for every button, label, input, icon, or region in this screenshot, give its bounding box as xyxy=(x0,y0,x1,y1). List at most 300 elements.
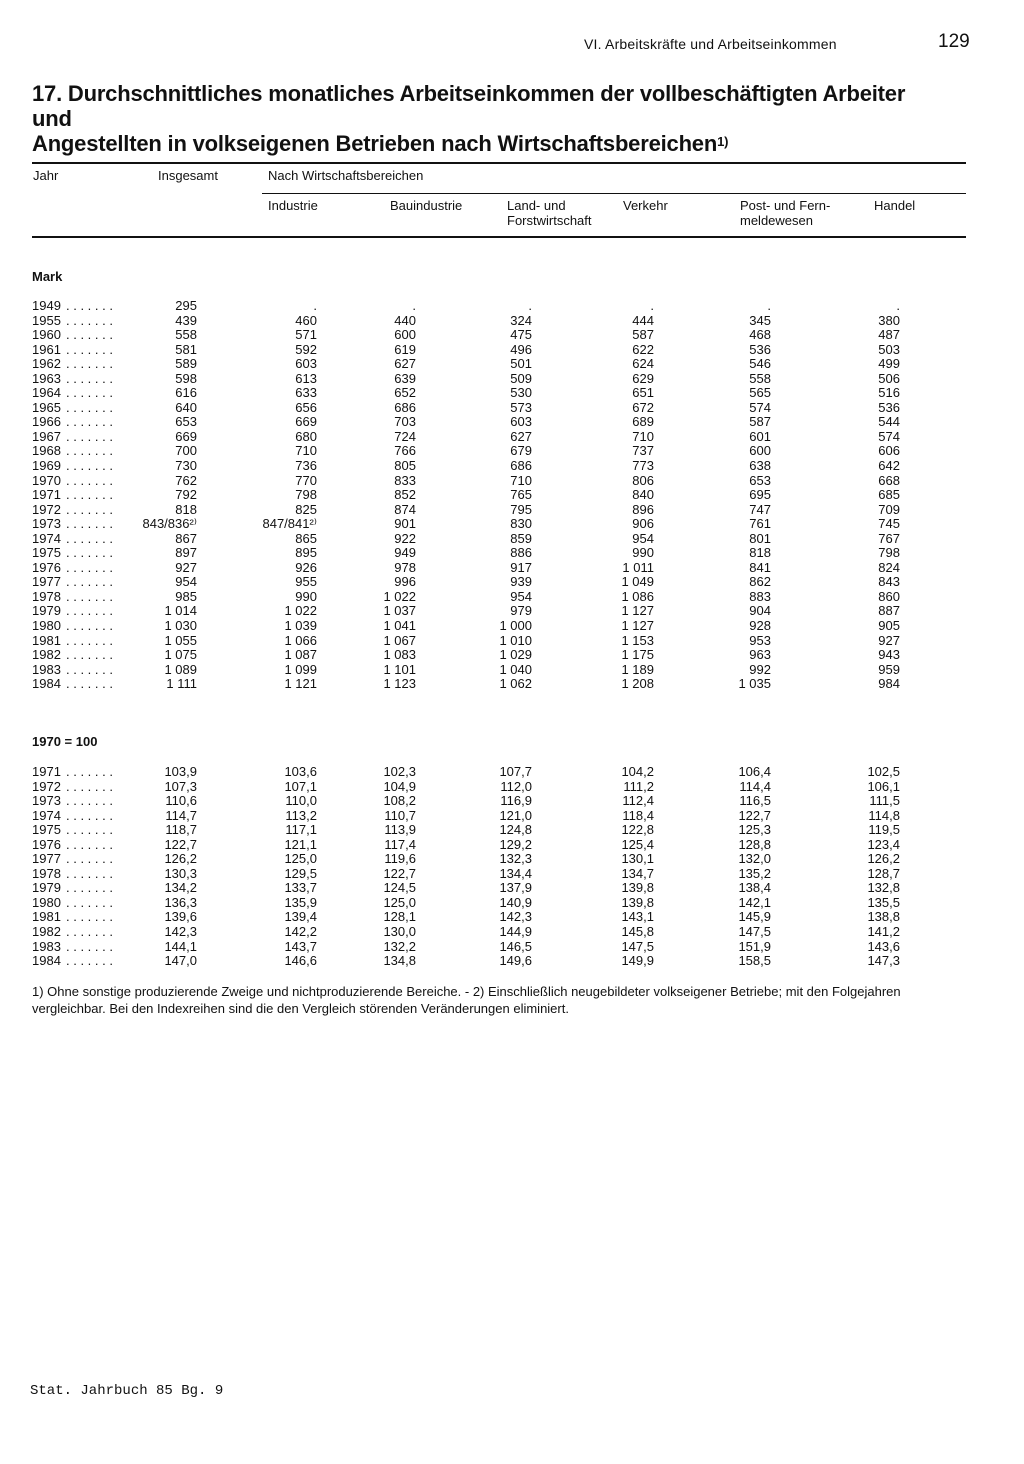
cell-bauindustrie: 1 067 xyxy=(383,632,416,648)
cell-verkehr: 125,4 xyxy=(621,836,654,852)
leader-dots: . . . . . . . xyxy=(66,924,113,940)
cell-bauindustrie: 102,3 xyxy=(383,764,416,779)
cell-land-forst: 979 xyxy=(510,603,532,619)
cell-land-forst: 121,0 xyxy=(499,807,532,823)
table-row xyxy=(32,328,912,343)
cell-industrie: 770 xyxy=(295,472,317,488)
cell-verkehr: 1 086 xyxy=(621,588,654,604)
cell-post: 904 xyxy=(749,603,771,619)
year-cell: 1980 xyxy=(32,894,61,910)
section-label-mark: Mark xyxy=(32,269,63,284)
cell-bauindustrie: 627 xyxy=(394,356,416,372)
leader-dots: . . . . . . . xyxy=(66,458,113,474)
cell-industrie: 1 066 xyxy=(284,632,317,648)
cell-handel: 843 xyxy=(878,574,900,590)
cell-handel: 887 xyxy=(878,603,900,619)
table-row xyxy=(32,852,912,867)
cell-industrie: 825 xyxy=(295,501,317,517)
cell-verkehr: 112,4 xyxy=(622,793,654,809)
cell-post: 862 xyxy=(749,574,771,590)
cell-insgesamt: 1 089 xyxy=(164,661,197,677)
cell-insgesamt: 136,3 xyxy=(164,894,197,910)
table-row xyxy=(32,343,912,358)
cell-handel: . xyxy=(896,298,900,313)
cell-industrie: 895 xyxy=(295,545,317,561)
year-cell: 1978 xyxy=(32,588,61,604)
table-row xyxy=(32,604,912,619)
cell-verkehr: 689 xyxy=(632,414,654,430)
cell-insgesamt: 118,7 xyxy=(165,822,197,838)
cell-insgesamt: 762 xyxy=(175,472,197,488)
cell-land-forst: 134,4 xyxy=(499,865,532,881)
cell-post: 468 xyxy=(749,327,771,343)
cell-verkehr: 906 xyxy=(632,516,654,532)
cell-industrie: 571 xyxy=(295,327,317,343)
group-rule xyxy=(262,193,966,194)
table-row xyxy=(32,314,912,329)
table-row xyxy=(32,561,912,576)
cell-bauindustrie: 124,5 xyxy=(383,880,416,896)
footnotes xyxy=(32,983,972,1017)
cell-bauindustrie: 852 xyxy=(394,487,416,503)
cell-industrie: 633 xyxy=(295,385,317,401)
cell-insgesamt: 653 xyxy=(175,414,197,430)
table-title xyxy=(32,81,932,156)
cell-bauindustrie: 1 123 xyxy=(383,676,416,692)
cell-industrie: 143,7 xyxy=(284,938,317,954)
leader-dots: . . . . . . . xyxy=(66,341,113,357)
cell-industrie: 103,6 xyxy=(284,764,317,779)
cell-handel: 642 xyxy=(878,458,900,474)
table-row xyxy=(32,590,912,605)
leader-dots: . . . . . . . xyxy=(66,399,113,415)
cell-handel: 824 xyxy=(878,559,900,575)
cell-post: . xyxy=(767,298,771,313)
cell-industrie: 117,1 xyxy=(285,822,317,838)
cell-verkehr: 990 xyxy=(632,545,654,561)
cell-handel: 138,8 xyxy=(867,909,900,925)
col-header-land xyxy=(507,198,592,228)
leader-dots: . . . . . . . xyxy=(66,953,113,969)
cell-handel: 860 xyxy=(878,588,900,604)
cell-post: 761 xyxy=(749,516,771,532)
cell-land-forst: 710 xyxy=(510,472,532,488)
year-cell: 1967 xyxy=(32,428,61,444)
table-row xyxy=(32,532,912,547)
header-bottom-rule xyxy=(32,236,966,238)
cell-insgesamt: 122,7 xyxy=(164,836,197,852)
leader-dots: . . . . . . . xyxy=(66,545,113,561)
cell-bauindustrie: 724 xyxy=(394,428,416,444)
cell-verkehr: 954 xyxy=(632,530,654,546)
cell-verkehr: 118,4 xyxy=(622,807,654,823)
cell-industrie: 1 087 xyxy=(284,647,317,663)
cell-bauindustrie: 1 022 xyxy=(383,588,416,604)
cell-post: 132,0 xyxy=(738,851,771,867)
cell-post: 142,1 xyxy=(738,894,771,910)
cell-land-forst: 140,9 xyxy=(499,894,532,910)
table-row xyxy=(32,954,912,969)
year-cell: 1968 xyxy=(32,443,61,459)
cell-verkehr: 624 xyxy=(632,356,654,372)
col-header-jahr: Jahr xyxy=(33,168,59,183)
cell-post: 695 xyxy=(749,487,771,503)
col-header-post-line2: meldewesen xyxy=(740,213,813,228)
cell-handel: 114,8 xyxy=(868,807,900,823)
table-row xyxy=(32,867,912,882)
cell-bauindustrie: 110,7 xyxy=(384,807,416,823)
year-cell: 1973 xyxy=(32,516,61,532)
cell-handel: 102,5 xyxy=(867,764,900,779)
leader-dots: . . . . . . . xyxy=(66,298,113,313)
cell-industrie: 1 099 xyxy=(284,661,317,677)
year-cell: 1970 xyxy=(32,472,61,488)
cell-post: 565 xyxy=(749,385,771,401)
cell-insgesamt: 439 xyxy=(175,312,197,328)
cell-land-forst: 137,9 xyxy=(499,880,532,896)
cell-bauindustrie: 639 xyxy=(394,370,416,386)
leader-dots: . . . . . . . xyxy=(66,894,113,910)
cell-post: 638 xyxy=(749,458,771,474)
cell-land-forst: 939 xyxy=(510,574,532,590)
cell-land-forst: 509 xyxy=(510,370,532,386)
cell-industrie: 603 xyxy=(295,356,317,372)
cell-verkehr: 130,1 xyxy=(621,851,654,867)
cell-verkehr: 1 049 xyxy=(621,574,654,590)
cell-verkehr: 587 xyxy=(632,327,654,343)
cell-post: 135,2 xyxy=(738,865,771,881)
year-cell: 1982 xyxy=(32,647,61,663)
cell-handel: 606 xyxy=(878,443,900,459)
year-cell: 1982 xyxy=(32,924,61,940)
cell-handel: 147,3 xyxy=(867,953,900,969)
leader-dots: . . . . . . . xyxy=(66,574,113,590)
cell-post: 928 xyxy=(749,618,771,634)
cell-industrie: 135,9 xyxy=(284,894,317,910)
table-row xyxy=(32,444,912,459)
cell-industrie: 680 xyxy=(295,428,317,444)
cell-industrie: 847/841²⁾ xyxy=(262,516,317,532)
leader-dots: . . . . . . . xyxy=(66,938,113,954)
leader-dots: . . . . . . . xyxy=(66,807,113,823)
cell-handel: 128,7 xyxy=(867,865,900,881)
leader-dots: . . . . . . . xyxy=(66,530,113,546)
cell-industrie: 736 xyxy=(295,458,317,474)
cell-post: 122,7 xyxy=(738,807,771,823)
cell-insgesamt: 581 xyxy=(175,341,197,357)
cell-land-forst: 146,5 xyxy=(499,938,532,954)
cell-bauindustrie: 619 xyxy=(394,341,416,357)
cell-land-forst: 475 xyxy=(510,327,532,343)
leader-dots: . . . . . . . xyxy=(66,603,113,619)
leader-dots: . . . . . . . xyxy=(66,472,113,488)
cell-industrie: 669 xyxy=(295,414,317,430)
cell-post: 1 035 xyxy=(738,676,771,692)
cell-land-forst: 149,6 xyxy=(499,953,532,969)
cell-bauindustrie: 833 xyxy=(394,472,416,488)
cell-post: 536 xyxy=(749,341,771,357)
table-row xyxy=(32,809,912,824)
cell-verkehr: 1 011 xyxy=(622,559,654,575)
cell-insgesamt: 792 xyxy=(175,487,197,503)
leader-dots: . . . . . . . xyxy=(66,880,113,896)
cell-insgesamt: 818 xyxy=(175,501,197,517)
cell-handel: 798 xyxy=(878,545,900,561)
leader-dots: . . . . . . . xyxy=(66,385,113,401)
table-row xyxy=(32,401,912,416)
cell-post: 345 xyxy=(749,312,771,328)
cell-land-forst: 765 xyxy=(510,487,532,503)
cell-handel: 574 xyxy=(878,428,900,444)
top-rule xyxy=(32,162,966,164)
leader-dots: . . . . . . . xyxy=(66,793,113,809)
cell-insgesamt: 1 055 xyxy=(164,632,197,648)
cell-verkehr: 672 xyxy=(632,399,654,415)
cell-verkehr: 737 xyxy=(632,443,654,459)
leader-dots: . . . . . . . xyxy=(66,661,113,677)
cell-industrie: 142,2 xyxy=(284,924,317,940)
cell-verkehr: 1 175 xyxy=(621,647,654,663)
cell-handel: 544 xyxy=(878,414,900,430)
cell-industrie: 110,0 xyxy=(285,793,317,809)
cell-bauindustrie: 874 xyxy=(394,501,416,517)
cell-industrie: 1 121 xyxy=(284,676,317,692)
table-row xyxy=(32,575,912,590)
cell-handel: 709 xyxy=(878,501,900,517)
cell-post: 574 xyxy=(749,399,771,415)
cell-bauindustrie: 134,8 xyxy=(383,953,416,969)
col-header-group: Nach Wirtschaftsbereichen xyxy=(268,168,424,183)
cell-verkehr: 139,8 xyxy=(621,880,654,896)
cell-handel: 123,4 xyxy=(867,836,900,852)
cell-verkehr: 773 xyxy=(632,458,654,474)
cell-handel: 380 xyxy=(878,312,900,328)
cell-verkehr: 444 xyxy=(632,312,654,328)
cell-insgesamt: 295 xyxy=(175,298,197,313)
cell-post: 747 xyxy=(749,501,771,517)
cell-handel: 767 xyxy=(878,530,900,546)
table-row xyxy=(32,896,912,911)
leader-dots: . . . . . . . xyxy=(66,559,113,575)
cell-bauindustrie: 125,0 xyxy=(383,894,416,910)
cell-insgesamt: 139,6 xyxy=(164,909,197,925)
cell-verkehr: . xyxy=(650,298,654,313)
leader-dots: . . . . . . . xyxy=(66,618,113,634)
cell-post: 116,5 xyxy=(739,793,771,809)
cell-post: 158,5 xyxy=(738,953,771,969)
cell-bauindustrie: 686 xyxy=(394,399,416,415)
cell-industrie: 133,7 xyxy=(284,880,317,896)
leader-dots: . . . . . . . xyxy=(66,356,113,372)
cell-post: 125,3 xyxy=(738,822,771,838)
table-row xyxy=(32,357,912,372)
cell-handel: 503 xyxy=(878,341,900,357)
cell-insgesamt: 110,6 xyxy=(165,793,197,809)
cell-verkehr: 1 127 xyxy=(621,603,654,619)
cell-bauindustrie: 108,2 xyxy=(383,793,416,809)
cell-industrie: 129,5 xyxy=(284,865,317,881)
cell-insgesamt: 142,3 xyxy=(164,924,197,940)
cell-insgesamt: 1 111 xyxy=(166,676,197,692)
cell-insgesamt: 144,1 xyxy=(164,938,197,954)
cell-land-forst: 132,3 xyxy=(499,851,532,867)
cell-bauindustrie: 1 041 xyxy=(383,618,416,634)
table-row xyxy=(32,459,912,474)
cell-bauindustrie: 1 037 xyxy=(383,603,416,619)
cell-handel: 132,8 xyxy=(867,880,900,896)
cell-post: 818 xyxy=(749,545,771,561)
table-row xyxy=(32,910,912,925)
cell-handel: 126,2 xyxy=(867,851,900,867)
leader-dots: . . . . . . . xyxy=(66,327,113,343)
table-row xyxy=(32,503,912,518)
cell-verkehr: 147,5 xyxy=(621,938,654,954)
cell-verkehr: 143,1 xyxy=(621,909,654,925)
cell-verkehr: 111,2 xyxy=(623,778,654,794)
cell-bauindustrie: 113,9 xyxy=(384,822,416,838)
table-row xyxy=(32,299,912,314)
mark-table xyxy=(32,299,912,692)
cell-handel: 943 xyxy=(878,647,900,663)
cell-verkehr: 896 xyxy=(632,501,654,517)
cell-post: 138,4 xyxy=(738,880,771,896)
leader-dots: . . . . . . . xyxy=(66,836,113,852)
cell-verkehr: 134,7 xyxy=(621,865,654,881)
cell-post: 992 xyxy=(749,661,771,677)
cell-insgesamt: 103,9 xyxy=(164,764,197,779)
cell-insgesamt: 897 xyxy=(175,545,197,561)
page-number: 129 xyxy=(938,31,970,52)
cell-insgesamt: 1 030 xyxy=(164,618,197,634)
cell-industrie: 460 xyxy=(295,312,317,328)
table-row xyxy=(32,677,912,692)
cell-insgesamt: 730 xyxy=(175,458,197,474)
cell-verkehr: 149,9 xyxy=(621,953,654,969)
cell-insgesamt: 927 xyxy=(175,559,197,575)
table-row xyxy=(32,794,912,809)
cell-handel: 745 xyxy=(878,516,900,532)
table-row xyxy=(32,663,912,678)
cell-verkehr: 139,8 xyxy=(621,894,654,910)
col-header-handel: Handel xyxy=(874,198,916,213)
year-cell: 1974 xyxy=(32,530,61,546)
cell-insgesamt: 867 xyxy=(175,530,197,546)
leader-dots: . . . . . . . xyxy=(66,764,113,779)
col-header-insgesamt: Insgesamt xyxy=(158,168,218,183)
leader-dots: . . . . . . . xyxy=(66,909,113,925)
cell-bauindustrie: 949 xyxy=(394,545,416,561)
cell-post: 106,4 xyxy=(738,764,771,779)
cell-insgesamt: 589 xyxy=(175,356,197,372)
cell-industrie: 121,1 xyxy=(284,836,317,852)
year-cell: 1974 xyxy=(32,807,61,823)
cell-land-forst: 501 xyxy=(510,356,532,372)
table-row xyxy=(32,765,912,780)
leader-dots: . . . . . . . xyxy=(66,501,113,517)
year-cell: 1981 xyxy=(32,632,61,648)
footnote-line-1: 1) Ohne sonstige produzierende Zweige und nichtproduzierende Bereiche. - 2) Einschließlich neugebildeter volkseigener Betriebe; mit den Folgejahren xyxy=(32,984,901,999)
cell-verkehr: 122,8 xyxy=(621,822,654,838)
bottom-note: Stat. Jahrbuch 85 Bg. 9 xyxy=(30,1383,224,1399)
cell-bauindustrie: 117,4 xyxy=(384,836,416,852)
col-header-land-line1: Land- und xyxy=(507,198,566,213)
section-label-index: 1970 = 100 xyxy=(32,734,98,749)
table-row xyxy=(32,546,912,561)
table-row xyxy=(32,517,912,532)
cell-bauindustrie: . xyxy=(412,298,416,313)
cell-insgesamt: 114,7 xyxy=(165,807,197,823)
leader-dots: . . . . . . . xyxy=(66,865,113,881)
cell-industrie: 865 xyxy=(295,530,317,546)
year-cell: 1984 xyxy=(32,676,61,692)
leader-dots: . . . . . . . xyxy=(66,822,113,838)
year-cell: 1972 xyxy=(32,778,61,794)
cell-land-forst: 886 xyxy=(510,545,532,561)
cell-post: 558 xyxy=(749,370,771,386)
cell-industrie: 139,4 xyxy=(284,909,317,925)
cell-insgesamt: 616 xyxy=(175,385,197,401)
cell-post: 953 xyxy=(749,632,771,648)
cell-insgesamt: 640 xyxy=(175,399,197,415)
cell-land-forst: . xyxy=(528,298,532,313)
cell-handel: 905 xyxy=(878,618,900,634)
cell-land-forst: 1 010 xyxy=(499,632,532,648)
cell-post: 653 xyxy=(749,472,771,488)
cell-insgesamt: 1 014 xyxy=(164,603,197,619)
cell-industrie: 125,0 xyxy=(284,851,317,867)
year-cell: 1973 xyxy=(32,793,61,809)
leader-dots: . . . . . . . xyxy=(66,370,113,386)
year-cell: 1961 xyxy=(32,341,61,357)
cell-bauindustrie: 703 xyxy=(394,414,416,430)
cell-industrie: . xyxy=(313,298,317,313)
cell-land-forst: 627 xyxy=(510,428,532,444)
year-cell: 1972 xyxy=(32,501,61,517)
cell-handel: 487 xyxy=(878,327,900,343)
title-line-2 xyxy=(32,131,932,156)
col-header-land-line2: Forstwirtschaft xyxy=(507,213,592,228)
cell-land-forst: 324 xyxy=(510,312,532,328)
cell-insgesamt: 130,3 xyxy=(164,865,197,881)
year-cell: 1949 xyxy=(32,298,61,313)
cell-verkehr: 840 xyxy=(632,487,654,503)
cell-land-forst: 129,2 xyxy=(499,836,532,852)
cell-land-forst: 573 xyxy=(510,399,532,415)
cell-insgesamt: 147,0 xyxy=(164,953,197,969)
cell-post: 883 xyxy=(749,588,771,604)
year-cell: 1966 xyxy=(32,414,61,430)
cell-land-forst: 496 xyxy=(510,341,532,357)
cell-bauindustrie: 132,2 xyxy=(383,938,416,954)
table-row xyxy=(32,619,912,634)
year-cell: 1979 xyxy=(32,880,61,896)
cell-land-forst: 142,3 xyxy=(499,909,532,925)
col-header-verkehr: Verkehr xyxy=(623,198,668,213)
running-head: VI. Arbeitskräfte und Arbeitseinkommen xyxy=(584,36,837,52)
cell-bauindustrie: 128,1 xyxy=(383,909,416,925)
cell-post: 600 xyxy=(749,443,771,459)
cell-post: 841 xyxy=(749,559,771,575)
cell-post: 546 xyxy=(749,356,771,372)
leader-dots: . . . . . . . xyxy=(66,676,113,692)
cell-insgesamt: 598 xyxy=(175,370,197,386)
leader-dots: . . . . . . . xyxy=(66,632,113,648)
year-cell: 1984 xyxy=(32,953,61,969)
table-row xyxy=(32,780,912,795)
year-cell: 1979 xyxy=(32,603,61,619)
year-cell: 1981 xyxy=(32,909,61,925)
leader-dots: . . . . . . . xyxy=(66,312,113,328)
